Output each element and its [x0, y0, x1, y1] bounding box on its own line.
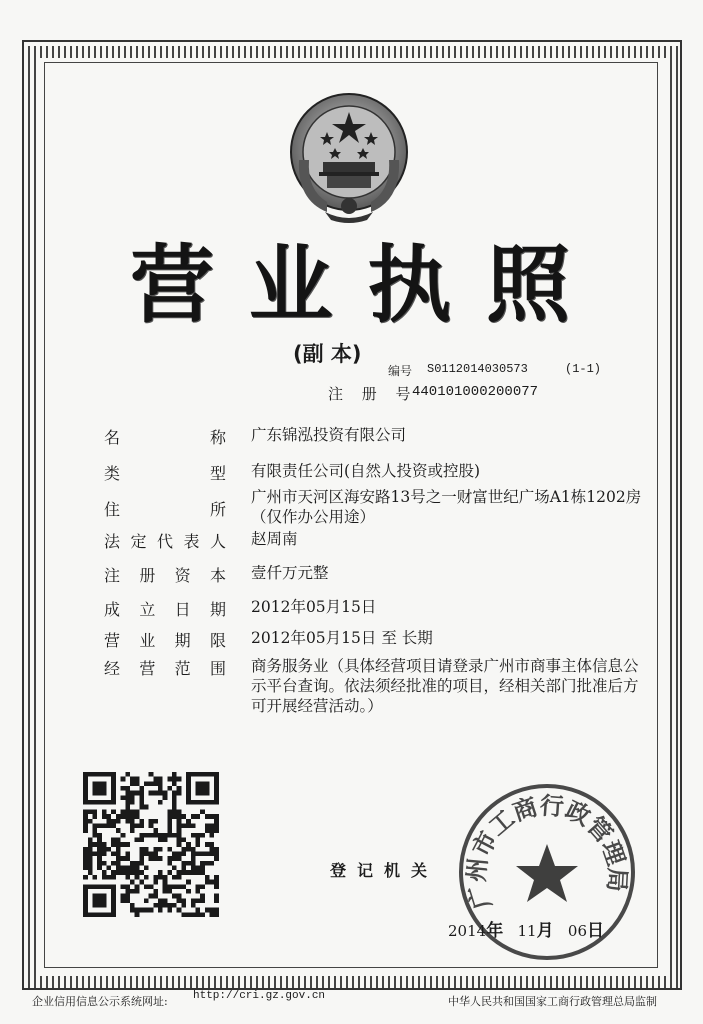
field-label: 营 业 期 限 — [104, 631, 226, 650]
qr-code-icon[interactable] — [83, 772, 219, 917]
title-char: 营 — [130, 235, 215, 334]
national-emblem-icon — [287, 90, 411, 224]
license-title — [130, 228, 570, 334]
title-char: 照 — [485, 235, 570, 334]
field-label: 名 称 — [104, 428, 226, 447]
issue-date-day: 06 — [567, 922, 587, 940]
copy-subtitle: (副 本) — [293, 342, 362, 366]
title-char: 执 — [367, 235, 452, 334]
field-value: 2012年05月15日 至 长期 — [251, 629, 433, 647]
field-label: 类 型 — [104, 464, 226, 483]
registration-number-value: 440101000200077 — [412, 384, 539, 400]
field-label: 法 定 代 表 人 — [104, 532, 226, 551]
field-label: 经 营 范 围 — [104, 659, 226, 678]
field-label: 住 所 — [104, 500, 226, 519]
issue-date-year: 2014 — [448, 922, 487, 940]
field-value: 赵周南 — [251, 530, 298, 548]
field-value: 有限责任公司(自然人投资或控股) — [251, 462, 481, 480]
field-value: 壹仟万元整 — [251, 564, 329, 582]
field-value: 商务服务业（具体经营项目请登录广州市商事主体信息公示平台查询。依法须经批准的项目，经相关部门批准后方可开展经营活动。） — [251, 657, 639, 715]
issue-date: 2014年 11月 06日 — [448, 921, 604, 941]
title-char: 业 — [248, 235, 333, 334]
footer-site-label: 企业信用信息公示系统网址: — [32, 995, 168, 1008]
doc-page-indicator: (1-1) — [565, 362, 602, 376]
svg-text:广州市工商行政管理局: 广州市工商行政管理局 — [462, 791, 632, 913]
doc-number-value: S0112014030573 — [427, 362, 528, 376]
registration-authority-label: 登记机关 — [330, 861, 439, 880]
field-value: 广东锦泓投资有限公司 — [251, 426, 407, 444]
issue-date-month: 11 — [517, 922, 537, 940]
doc-number-label: 编号 — [388, 364, 413, 378]
field-value: 广州市天河区海安路13号之一财富世纪广场A1栋1202房（仅作办公用途） — [251, 488, 642, 526]
footer-site-link[interactable]: http://cri.gz.gov.cn — [193, 990, 326, 1002]
registration-number-label: 注 册 号 — [328, 385, 418, 403]
footer-supervisor: 中华人民共和国国家工商行政管理总局监制 — [448, 995, 657, 1008]
field-label: 注 册 资 本 — [104, 566, 226, 585]
field-label: 成 立 日 期 — [104, 600, 226, 619]
field-value: 2012年05月15日 — [251, 598, 377, 616]
